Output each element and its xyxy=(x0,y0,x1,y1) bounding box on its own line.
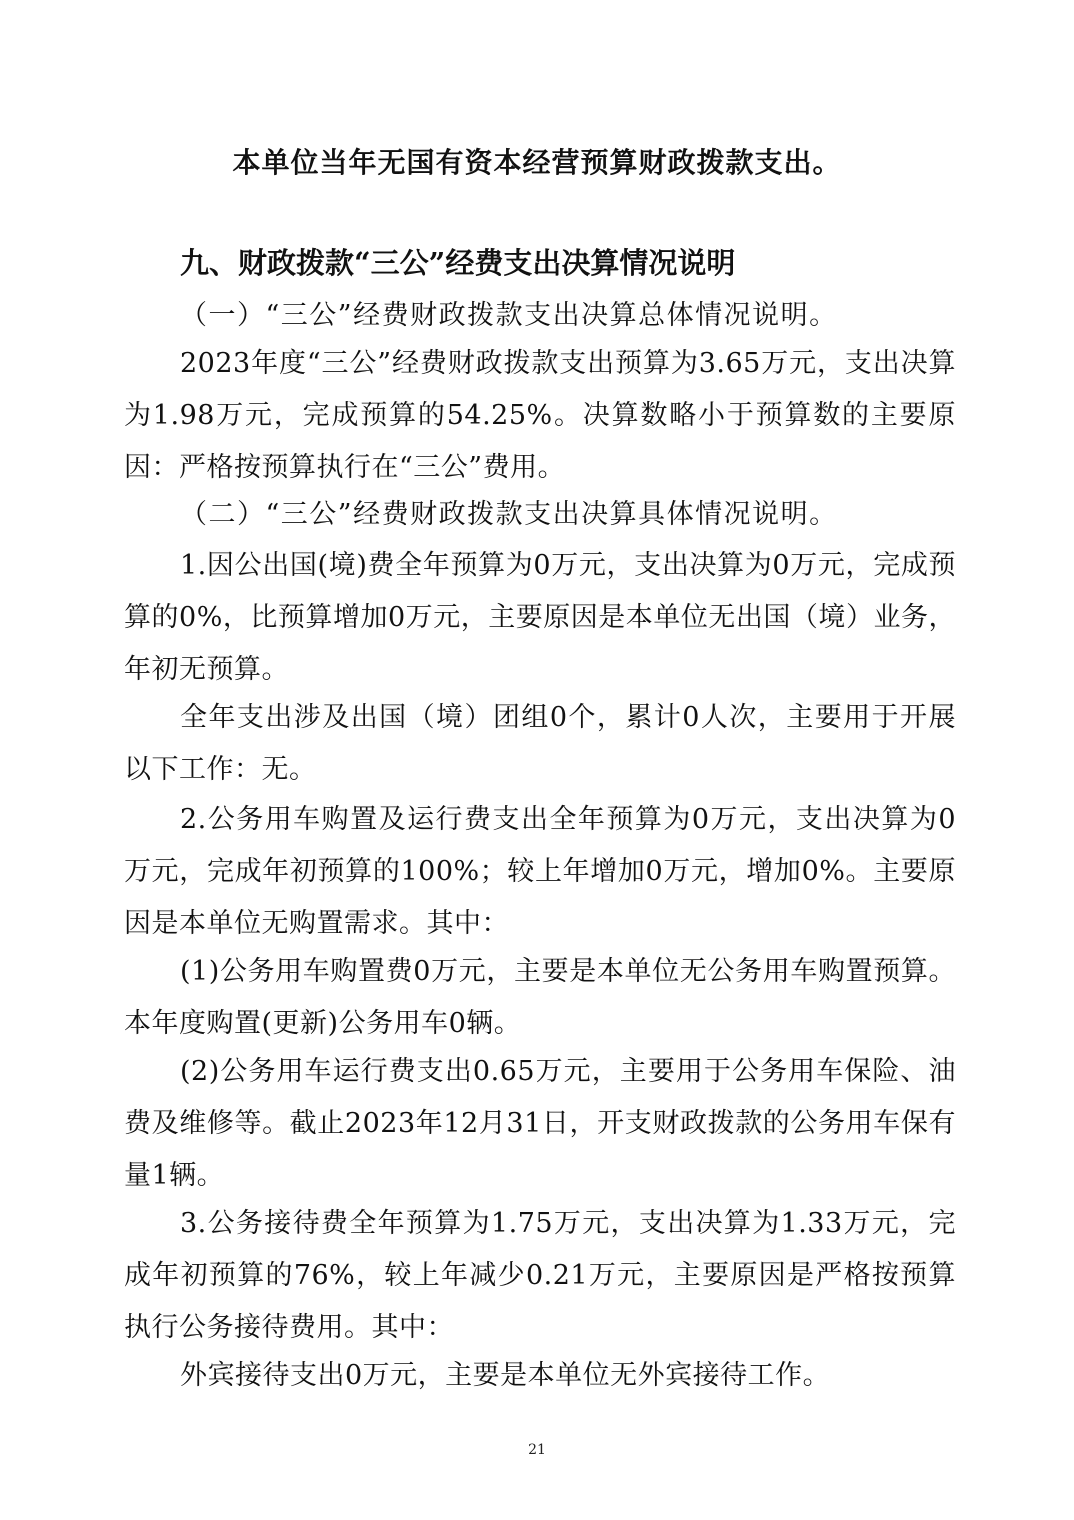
item-3-paragraph: 3.公务接待费全年预算为1.75万元，支出决算为1.33万元，完成年初预算的76%，较上年减少0.21万元，主要原因是严格按预算执行公务接待费用。其中： xyxy=(124,1208,956,1343)
page-number: 21 xyxy=(528,1442,546,1458)
item-1-paragraph: 1.因公出国(境)费全年预算为0万元，支出决算为0万元，完成预算的0%，比预算增加0万元，主要原因是本单位无出国（境）业务，年初无预算。 xyxy=(124,550,956,685)
subsection-2-heading: （二）“三公”经费财政拨款支出决算具体情况说明。 xyxy=(180,499,838,530)
subsection-1-heading: （一）“三公”经费财政拨款支出决算总体情况说明。 xyxy=(180,300,838,331)
item-1-detail-paragraph: 全年支出涉及出国（境）团组0个，累计0人次，主要用于开展以下工作：无。 xyxy=(124,702,956,785)
item-2-2-paragraph: (2)公务用车运行费支出0.65万元，主要用于公务用车保险、油费及维修等。截止2023年12月31日，开支财政拨款的公务用车保有量1辆。 xyxy=(124,1056,956,1191)
item-2-paragraph: 2.公务用车购置及运行费支出全年预算为0万元，支出决算为0万元，完成年初预算的100%；较上年增加0万元，增加0%。主要原因是本单位无购置需求。其中： xyxy=(124,804,956,939)
item-3-1-paragraph: 外宾接待支出0万元，主要是本单位无外宾接待工作。 xyxy=(180,1360,831,1391)
item-2-1-paragraph: (1)公务用车购置费0万元，主要是本单位无公务用车购置预算。本年度购置(更新)公务用车0辆。 xyxy=(124,956,956,1039)
section-heading: 九、财政拨款“三公”经费支出决算情况说明 xyxy=(180,246,736,280)
overall-paragraph: 2023年度“三公”经费财政拨款支出预算为3.65万元，支出决算为1.98万元，完成预算的54.25%。决算数略小于预算数的主要原因：严格按预算执行在“三公”费用。 xyxy=(124,348,956,483)
lead-line: 本单位当年无国有资本经营预算财政拨款支出。 xyxy=(232,146,842,179)
